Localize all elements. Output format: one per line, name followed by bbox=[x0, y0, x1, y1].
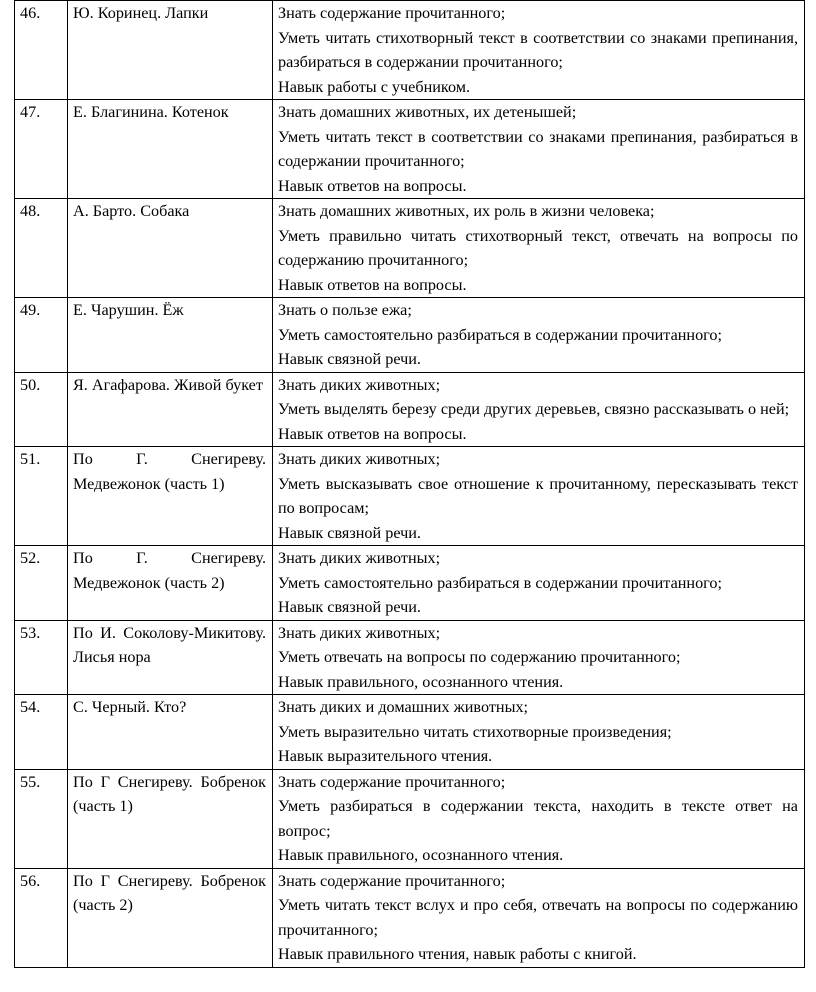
goal-skill: Уметь читать текст вслух и про себя, отвечать на вопросы по содержанию прочитанного; bbox=[278, 896, 798, 939]
goal-skill: Уметь читать стихотворный текст в соответствии со знаками препинания, разбираться в содержании прочитанного; bbox=[278, 28, 798, 71]
lesson-number: 46. bbox=[15, 1, 68, 100]
lesson-goals bbox=[273, 546, 805, 621]
lesson-title: Е. Благинина. Котенок bbox=[68, 100, 273, 199]
goal-skill: Уметь высказывать свое отношение к прочитанному, пересказывать текст по вопросам; bbox=[278, 474, 798, 517]
lesson-goals bbox=[273, 372, 805, 447]
lesson-title: Ю. Коринец. Лапки bbox=[68, 1, 273, 100]
goal-know: Знать содержание прочитанного; bbox=[278, 871, 506, 890]
lesson-title: По Г. Снегиреву. Медвежонок (часть 2) bbox=[68, 546, 273, 621]
lesson-number: 50. bbox=[15, 372, 68, 447]
goal-habit: Навык связной речи. bbox=[278, 598, 421, 616]
lesson-plan-table bbox=[14, 0, 805, 968]
lesson-goals bbox=[273, 769, 805, 868]
goal-habit: Навык ответов на вопросы. bbox=[278, 424, 467, 443]
goal-habit: Навык выразительного чтения. bbox=[278, 747, 493, 765]
lesson-number: 47. bbox=[15, 100, 68, 199]
lesson-goals bbox=[273, 100, 805, 199]
goal-know: Знать домашних животных, их роль в жизни человека; bbox=[278, 202, 655, 220]
lesson-goals bbox=[273, 298, 805, 373]
goal-habit: Навык правильного, осознанного чтения. bbox=[278, 672, 564, 691]
goal-skill: Уметь самостоятельно разбираться в содержании прочитанного; bbox=[278, 325, 723, 344]
lesson-number: 52. bbox=[15, 546, 68, 621]
table-row bbox=[15, 298, 805, 373]
goal-know: Знать содержание прочитанного; bbox=[278, 772, 506, 791]
lesson-goals bbox=[273, 868, 805, 967]
goal-skill: Уметь правильно читать стихотворный текст, отвечать на вопросы по содержанию прочитанного; bbox=[278, 226, 798, 269]
table-row bbox=[15, 1, 805, 100]
lesson-number: 51. bbox=[15, 447, 68, 546]
lesson-goals bbox=[273, 695, 805, 770]
goal-know: Знать о пользе ежа; bbox=[278, 301, 412, 319]
document-page bbox=[14, 0, 804, 968]
goal-know: Знать диких и домашних животных; bbox=[278, 698, 529, 716]
goal-skill: Уметь отвечать на вопросы по содержанию прочитанного; bbox=[278, 648, 681, 666]
lesson-goals bbox=[273, 199, 805, 298]
goal-habit: Навык связной речи. bbox=[278, 350, 421, 368]
goal-habit: Навык ответов на вопросы. bbox=[278, 176, 467, 195]
lesson-title: А. Барто. Собака bbox=[68, 199, 273, 298]
lesson-title: По Г Снегиреву. Бобренок (часть 1) bbox=[68, 769, 273, 868]
goal-know: Знать диких животных; bbox=[278, 549, 441, 567]
lesson-goals bbox=[273, 1, 805, 100]
lesson-number: 48. bbox=[15, 199, 68, 298]
table-row bbox=[15, 868, 805, 967]
table-row bbox=[15, 372, 805, 447]
goal-know: Знать содержание прочитанного; bbox=[278, 4, 506, 22]
goal-know: Знать диких животных; bbox=[278, 450, 441, 468]
goal-habit: Навык правильного чтения, навык работы с книгой. bbox=[278, 945, 637, 963]
lesson-number: 56. bbox=[15, 868, 68, 967]
lesson-title: По Г. Снегиреву. Медвежонок (часть 1) bbox=[68, 447, 273, 546]
goal-habit: Навык ответов на вопросы. bbox=[278, 275, 467, 294]
lesson-title: По Г Снегиреву. Бобренок (часть 2) bbox=[68, 868, 273, 967]
goal-skill: Уметь выразительно читать стихотворные произведения; bbox=[278, 722, 672, 741]
lesson-title: Я. Агафарова. Живой букет bbox=[68, 372, 273, 447]
goal-habit: Навык правильного, осознанного чтения. bbox=[278, 846, 564, 864]
table-row bbox=[15, 620, 805, 695]
lesson-number: 53. bbox=[15, 620, 68, 695]
table-row bbox=[15, 447, 805, 546]
lesson-number: 49. bbox=[15, 298, 68, 373]
lesson-title: По И. Соколову-Микитову. Лисья нора bbox=[68, 620, 273, 695]
goal-skill: Уметь самостоятельно разбираться в содержании прочитанного; bbox=[278, 573, 723, 592]
lesson-number: 55. bbox=[15, 769, 68, 868]
table-row bbox=[15, 199, 805, 298]
goal-know: Знать домашних животных, их детенышей; bbox=[278, 103, 577, 121]
lesson-goals bbox=[273, 447, 805, 546]
goal-habit: Навык работы с учебником. bbox=[278, 77, 471, 96]
goal-skill: Уметь разбираться в содержании текста, находить в тексте ответ на вопрос; bbox=[278, 797, 798, 840]
goal-habit: Навык связной речи. bbox=[278, 523, 421, 542]
table-row bbox=[15, 769, 805, 868]
table-row bbox=[15, 546, 805, 621]
lesson-title: Е. Чарушин. Ёж bbox=[68, 298, 273, 373]
table-row bbox=[15, 100, 805, 199]
goal-skill: Уметь выделять березу среди других деревьев, связно рассказывать о ней; bbox=[278, 400, 790, 418]
lesson-goals bbox=[273, 620, 805, 695]
table-row bbox=[15, 695, 805, 770]
lesson-title: С. Черный. Кто? bbox=[68, 695, 273, 770]
goal-know: Знать диких животных; bbox=[278, 375, 441, 394]
lesson-number: 54. bbox=[15, 695, 68, 770]
goal-know: Знать диких животных; bbox=[278, 623, 441, 642]
goal-skill: Уметь читать текст в соответствии со знаками препинания, разбираться в содержании прочитанного; bbox=[278, 127, 798, 170]
